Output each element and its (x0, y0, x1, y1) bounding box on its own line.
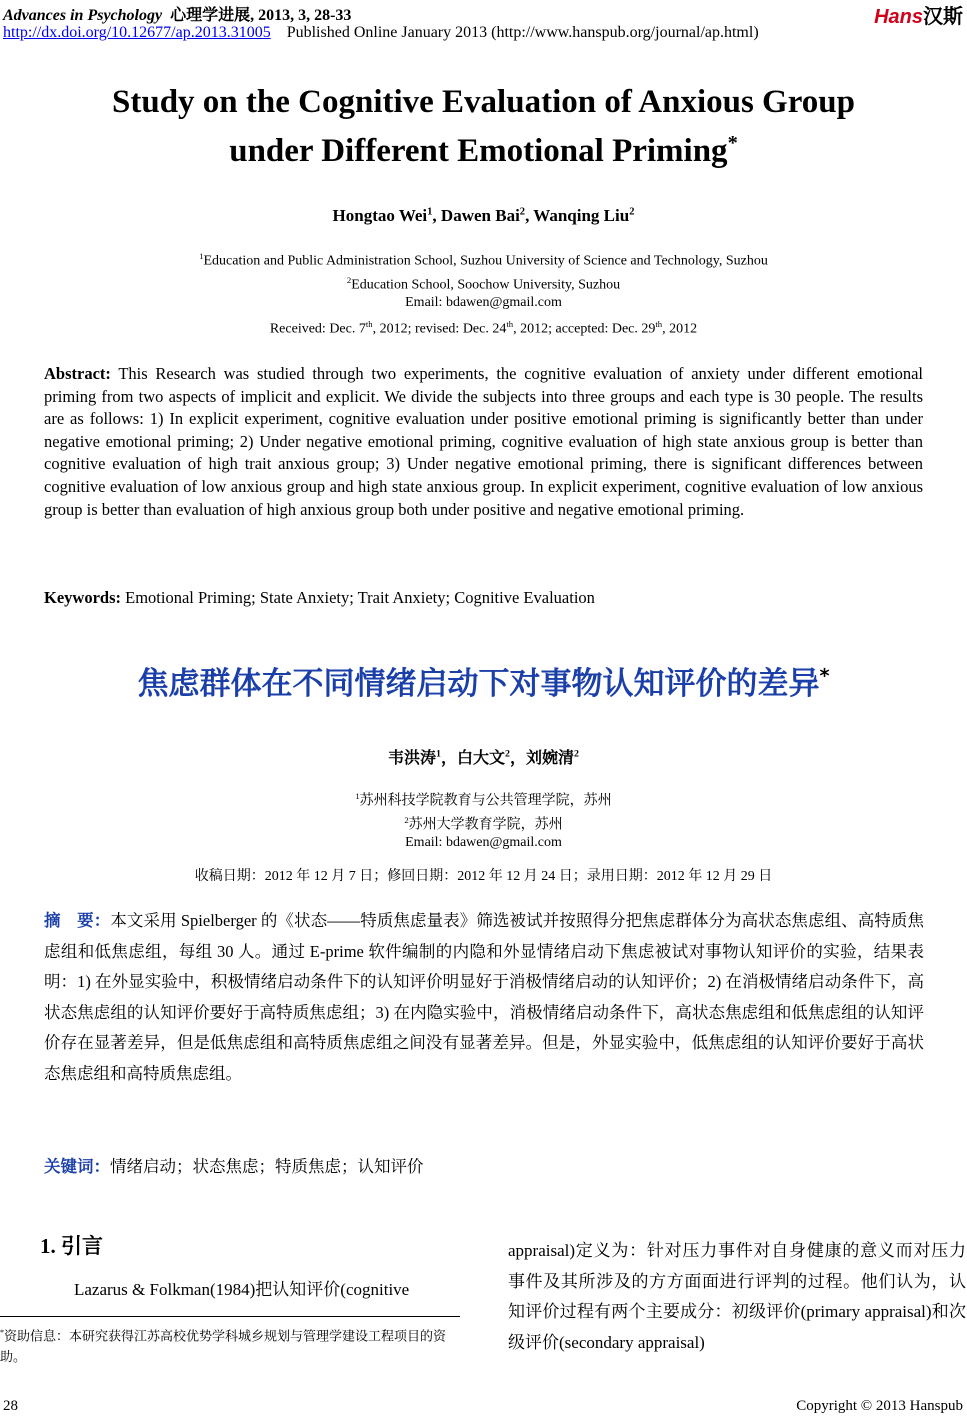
footnote (0, 1322, 460, 1367)
abstract-text: This Research was studied through two experiments, the cognitive evaluation of anxiety under different emotional priming from two aspects of implicit and explicit. We divide the subjects into three groups and each type is 30 people. The results are as follows: 1) In explicit experiment, cognitive evaluation under positive emotional priming is significantly better than under negative emotional priming; 2) Under negative emotional priming, cognitive evaluation of high state anxious group is better than cognitive evaluation of high trait anxious group; 3) Under negative emotional priming, there is significant differences between cognitive evaluation of low anxious group and high state anxious group. In explicit experiment, cognitive evaluation of low anxious group is better than evaluation of high anxious group both under positive and negative emotional priming. (44, 364, 923, 519)
doi-line (3, 24, 759, 42)
keywords-label: Keywords: (44, 588, 121, 607)
cn-abstract (44, 906, 924, 1089)
abstract (44, 363, 923, 521)
author-sup: 1 (436, 748, 441, 760)
doi-link[interactable]: http://dx.doi.org/10.12677/ap.2013.31005 (3, 24, 271, 41)
author: Dawen Bai (440, 206, 520, 225)
cn-title (40, 658, 927, 703)
author: 白大文 (457, 750, 506, 767)
journal-name: Advances in Psychology (3, 7, 163, 24)
cn-abstract-text: 本文采用 Spielberger 的《状态——特质焦虑量表》筛选被试并按照得分把焦虑群体分为高状态焦虑组、高特质焦虑组和低焦虑组，每组 30 人。通过 E-prime 软件编制的内隐和外显情绪启动下焦虑被试对事物认知评价的实验，结果表明：1) 在外显实验中，积极情绪启动条件下的认知评价明显好于消极情绪启动的认知评价；2) 在消极情绪启动条件下，高状态焦虑组的认知评价要好于高特质焦虑组；3) 在内隐实验中，消极情绪启动条件下，高状态焦虑组和低焦虑组的认知评价存在显著差异，但是低焦虑组和高特质焦虑组之间没有显著差异。但是，外显实验中，低焦虑组的认知评价要好于高状态焦虑组和高特质焦虑组。 (44, 911, 925, 1083)
author: Hongtao Wei (332, 206, 428, 225)
journal-issue: 心理学进展, 2013, 3, 28-33 (170, 7, 352, 24)
cn-keywords-label: 关键词： (44, 1157, 110, 1176)
footnote-mark: * (0, 1328, 5, 1337)
cn-keywords (44, 1152, 924, 1183)
cn-authors (40, 745, 927, 768)
affiliation: 苏州大学教育学院，苏州 (408, 817, 563, 833)
affiliation: Education School, Soochow University, Suzhou (351, 277, 621, 293)
cn-keywords-text: 情绪启动；状态焦虑；特质焦虑；认知评价 (110, 1157, 424, 1176)
cn-abstract-label: 摘 要： (44, 911, 111, 930)
footnote-text: 资助信息：本研究获得江苏高校优势学科城乡规划与管理学建设工程项目的资助。 (0, 1328, 447, 1365)
author-sup: 2 (505, 748, 510, 760)
published-info: Published Online January 2013 (http://www.hanspub.org/journal/ap.html) (286, 24, 759, 41)
author-sup: 2 (519, 206, 526, 218)
received-part: , 2012; revised: Dec. 24 (372, 321, 507, 337)
title-footnote-mark: * (727, 132, 738, 154)
logo-cn: 汉斯 (923, 6, 963, 28)
email: Email: bdawen@gmail.com (405, 295, 562, 311)
copyright: Copyright © 2013 Hanspub (796, 1398, 963, 1414)
aff-sup: 2 (346, 274, 352, 285)
affiliation: 苏州科技学院教育与公共管理学院，苏州 (359, 793, 612, 809)
sup: th (506, 319, 514, 329)
cn-email: Email: bdawen@gmail.com (405, 835, 562, 851)
journal-header (3, 2, 351, 25)
author: 刘婉清 (526, 750, 575, 767)
received-part: , 2012; accepted: Dec. 29 (513, 321, 656, 337)
logo-en: Hans (874, 6, 923, 28)
sup: th (365, 319, 373, 329)
footnote-divider (0, 1316, 460, 1317)
page-number: 28 (3, 1398, 18, 1414)
author: Wanqing Liu (533, 206, 630, 225)
cn-title-mark: * (819, 664, 830, 688)
aff-sup: 2 (404, 814, 409, 825)
section-heading: 1. 引言 (40, 1234, 103, 1258)
abstract-label: Abstract: (44, 364, 111, 383)
author-sup: 1 (427, 206, 433, 218)
received-part: Received: Dec. 7 (269, 321, 366, 337)
aff-sup: 1 (199, 251, 204, 261)
sep: ， (509, 750, 526, 767)
title-line-2: under Different Emotional Priming (229, 133, 728, 169)
affiliation: Education and Public Administration School, Suzhou University of Science and Technology, Suzhou (203, 253, 768, 269)
received-part: , 2012 (662, 321, 698, 337)
cn-received-dates: 收稿日期：2012 年 12 月 7 日；修回日期：2012 年 12 月 24 日；录用日期：2012 年 12 月 29 日 (194, 869, 773, 884)
body-text-right: appraisal)定义为：针对压力事件对自身健康的意义而对压力事件及其所涉及的方方面面进行评判的过程。他们认为，认知评价过程有两个主要成分：初级评价(primary appraisal)和次级评价(secondary appraisal) (508, 1241, 966, 1352)
author-sup: 2 (574, 748, 579, 760)
affiliations (40, 247, 927, 312)
title-line-1: Study on the Cognitive Evaluation of Anxious Group (112, 84, 855, 120)
sep: ， (441, 750, 458, 767)
keywords-text: Emotional Priming; State Anxiety; Trait Anxiety; Cognitive Evaluation (125, 588, 595, 607)
paper-title (40, 82, 927, 172)
author-sup: 2 (629, 206, 635, 218)
received-dates (40, 319, 927, 338)
keywords (44, 587, 923, 610)
hans-logo (874, 0, 963, 29)
aff-sup: 1 (355, 791, 360, 801)
sup: th (655, 319, 663, 329)
authors: Hongtao Wei$^1$, Dawen Bai$^2$, Wanqing Liu$^2$ (332, 206, 635, 225)
body-text-left: Lazarus & Folkman(1984)把认知评价(cognitive (74, 1280, 410, 1299)
cn-affiliations (40, 787, 927, 852)
author: 韦洪涛 (388, 750, 437, 767)
cn-title-text: 焦虑群体在不同情绪启动下对事物认知评价的差异 (137, 666, 820, 702)
